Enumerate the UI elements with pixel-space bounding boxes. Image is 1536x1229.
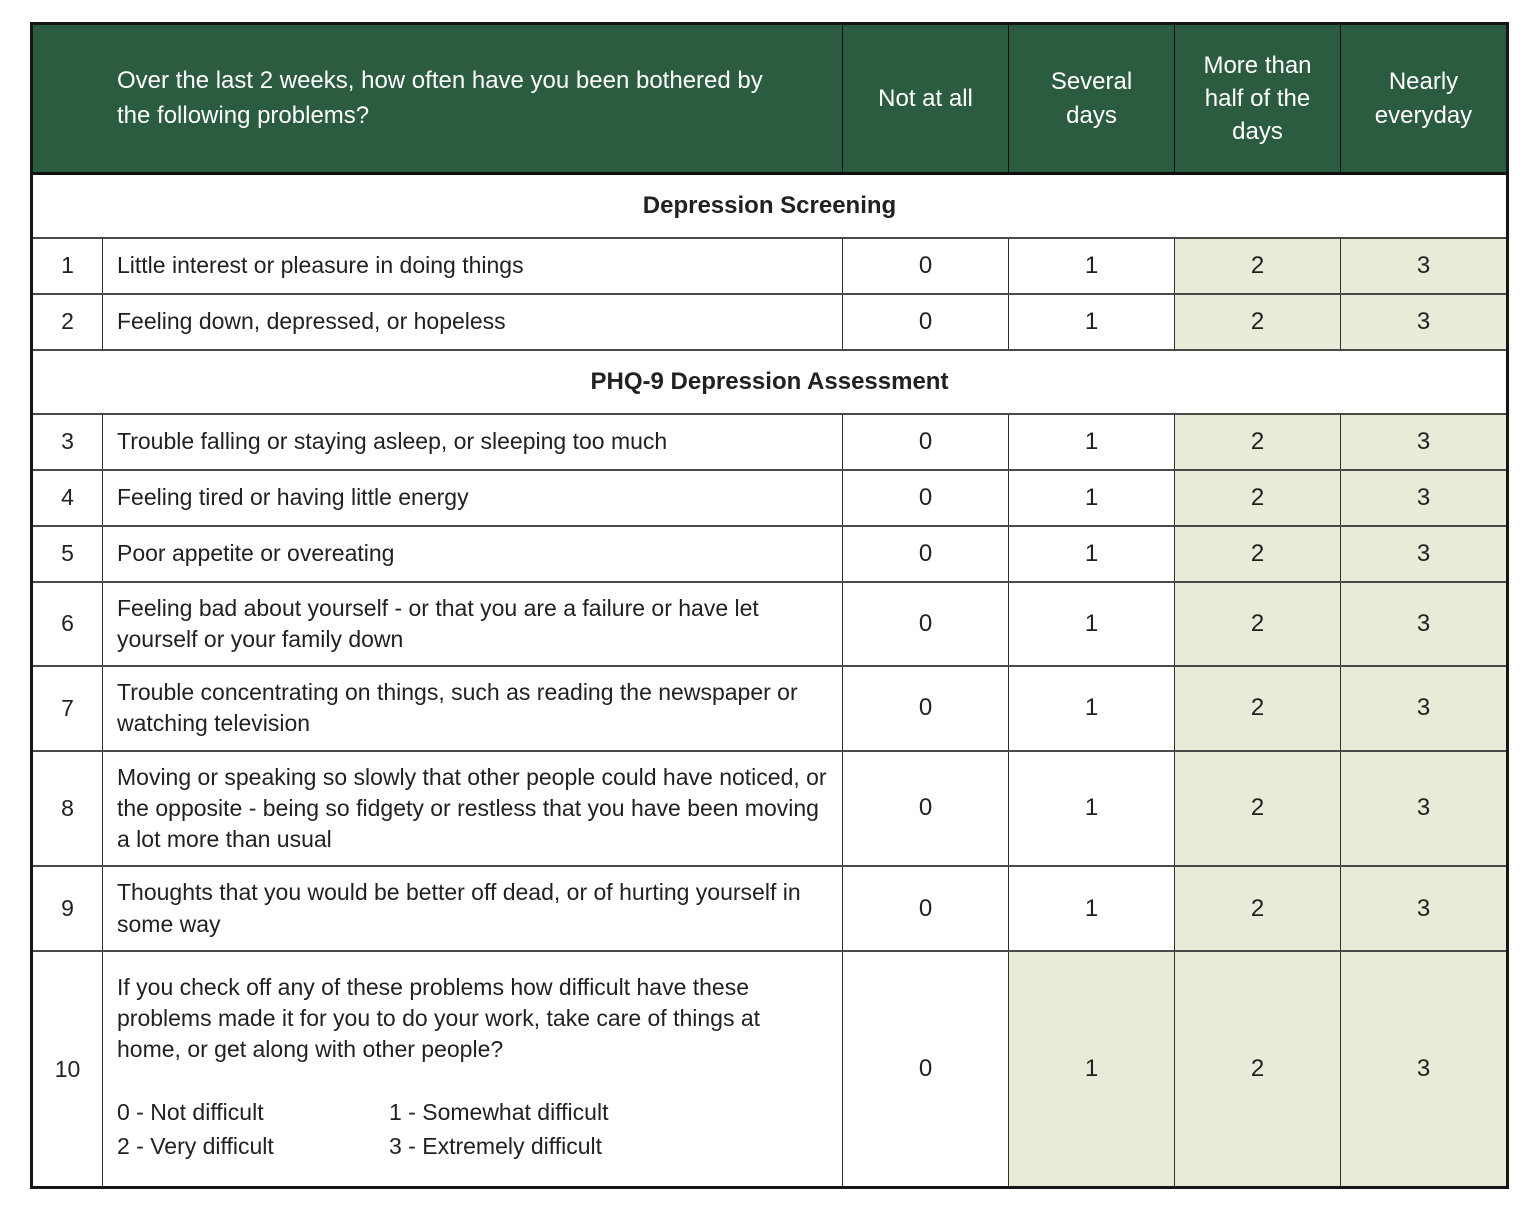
question-text: If you check off any of these problems how difficult have these problems made it for you to do your work, take care of things at home, or get along with other people? xyxy=(117,973,761,1063)
question-text: Feeling tired or having little energy xyxy=(103,470,843,526)
difficulty-legend xyxy=(117,1097,828,1163)
section-row xyxy=(32,174,1508,238)
score-option-1[interactable]: 1 xyxy=(1009,866,1175,951)
phq9-table xyxy=(30,22,1509,1189)
score-option-2[interactable]: 2 xyxy=(1175,866,1341,951)
score-option-2[interactable]: 2 xyxy=(1175,294,1341,350)
score-option-1[interactable]: 1 xyxy=(1009,414,1175,470)
score-option-3[interactable]: 3 xyxy=(1341,526,1508,582)
column-header-several-days: Several days xyxy=(1009,24,1175,174)
score-option-0[interactable]: 0 xyxy=(843,294,1009,350)
row-number: 4 xyxy=(32,470,103,526)
question-text: Moving or speaking so slowly that other people could have noticed, or the opposite - being so fidgety or restless that you have been moving a lot more than usual xyxy=(103,751,843,867)
question-row xyxy=(32,238,1508,294)
question-row xyxy=(32,294,1508,350)
question-text: Thoughts that you would be better off dead, or of hurting yourself in some way xyxy=(103,866,843,951)
section-title: PHQ-9 Depression Assessment xyxy=(32,350,1508,414)
score-option-0[interactable]: 0 xyxy=(843,751,1009,867)
header-row xyxy=(32,24,1508,174)
question-text: Feeling down, depressed, or hopeless xyxy=(103,294,843,350)
score-option-3[interactable]: 3 xyxy=(1341,582,1508,667)
score-option-3[interactable]: 3 xyxy=(1341,294,1508,350)
score-option-2[interactable]: 2 xyxy=(1175,666,1341,751)
column-header-not-at-all: Not at all xyxy=(843,24,1009,174)
question-row xyxy=(32,866,1508,951)
score-option-0[interactable]: 0 xyxy=(843,666,1009,751)
difficulty-option: 3 - Extremely difficult xyxy=(389,1132,603,1159)
score-option-2[interactable]: 2 xyxy=(1175,470,1341,526)
score-option-1[interactable]: 1 xyxy=(1009,526,1175,582)
score-option-0[interactable]: 0 xyxy=(843,238,1009,294)
score-option-0[interactable]: 0 xyxy=(843,414,1009,470)
header-prompt-cell xyxy=(32,24,843,174)
score-option-1[interactable]: 1 xyxy=(1009,751,1175,867)
score-option-1[interactable]: 1 xyxy=(1009,238,1175,294)
score-option-1[interactable]: 1 xyxy=(1009,582,1175,667)
question-text: Trouble concentrating on things, such as reading the newspaper or watching television xyxy=(103,666,843,751)
question-row xyxy=(32,526,1508,582)
question-row xyxy=(32,666,1508,751)
header-prompt: Over the last 2 weeks, how often have you been bothered by the following problems? xyxy=(117,66,763,129)
score-option-3[interactable]: 3 xyxy=(1341,414,1508,470)
row-number: 1 xyxy=(32,238,103,294)
section-row xyxy=(32,350,1508,414)
question-text: Trouble falling or staying asleep, or sleeping too much xyxy=(103,414,843,470)
question-row xyxy=(32,414,1508,470)
score-option-0[interactable]: 0 xyxy=(843,951,1009,1188)
row-number: 3 xyxy=(32,414,103,470)
phq9-table-body xyxy=(32,174,1508,1188)
score-option-1[interactable]: 1 xyxy=(1009,470,1175,526)
score-option-2[interactable]: 2 xyxy=(1175,582,1341,667)
question-text: Feeling bad about yourself - or that you are a failure or have let yourself or your family down xyxy=(103,582,843,667)
row-number: 9 xyxy=(32,866,103,951)
column-header-more-than-half: More than half of the days xyxy=(1175,24,1341,174)
score-option-0[interactable]: 0 xyxy=(843,526,1009,582)
question-cell xyxy=(103,951,843,1188)
column-header-nearly-everyday: Nearly everyday xyxy=(1341,24,1508,174)
score-option-3[interactable]: 3 xyxy=(1341,751,1508,867)
score-option-1[interactable]: 1 xyxy=(1009,666,1175,751)
score-option-2[interactable]: 2 xyxy=(1175,526,1341,582)
difficulty-option: 0 - Not difficult xyxy=(117,1098,264,1125)
difficulty-option: 2 - Very difficult xyxy=(117,1132,274,1159)
score-option-0[interactable]: 0 xyxy=(843,582,1009,667)
question-row xyxy=(32,751,1508,867)
score-option-2[interactable]: 2 xyxy=(1175,238,1341,294)
score-option-2[interactable]: 2 xyxy=(1175,951,1341,1188)
row-number: 8 xyxy=(32,751,103,867)
score-option-1[interactable]: 1 xyxy=(1009,294,1175,350)
difficulty-option: 1 - Somewhat difficult xyxy=(389,1098,609,1125)
score-option-3[interactable]: 3 xyxy=(1341,951,1508,1188)
question-text: Poor appetite or overeating xyxy=(103,526,843,582)
score-option-1[interactable]: 1 xyxy=(1009,951,1175,1188)
row-number: 7 xyxy=(32,666,103,751)
score-option-3[interactable]: 3 xyxy=(1341,470,1508,526)
score-option-2[interactable]: 2 xyxy=(1175,414,1341,470)
question-row xyxy=(32,582,1508,667)
score-option-3[interactable]: 3 xyxy=(1341,866,1508,951)
row-number: 5 xyxy=(32,526,103,582)
score-option-3[interactable]: 3 xyxy=(1341,238,1508,294)
row-number: 6 xyxy=(32,582,103,667)
section-title: Depression Screening xyxy=(32,174,1508,238)
score-option-2[interactable]: 2 xyxy=(1175,751,1341,867)
question-row xyxy=(32,951,1508,1188)
row-number: 10 xyxy=(32,951,103,1188)
score-option-3[interactable]: 3 xyxy=(1341,666,1508,751)
question-text: Little interest or pleasure in doing things xyxy=(103,238,843,294)
row-number: 2 xyxy=(32,294,103,350)
score-option-0[interactable]: 0 xyxy=(843,470,1009,526)
score-option-0[interactable]: 0 xyxy=(843,866,1009,951)
question-row xyxy=(32,470,1508,526)
